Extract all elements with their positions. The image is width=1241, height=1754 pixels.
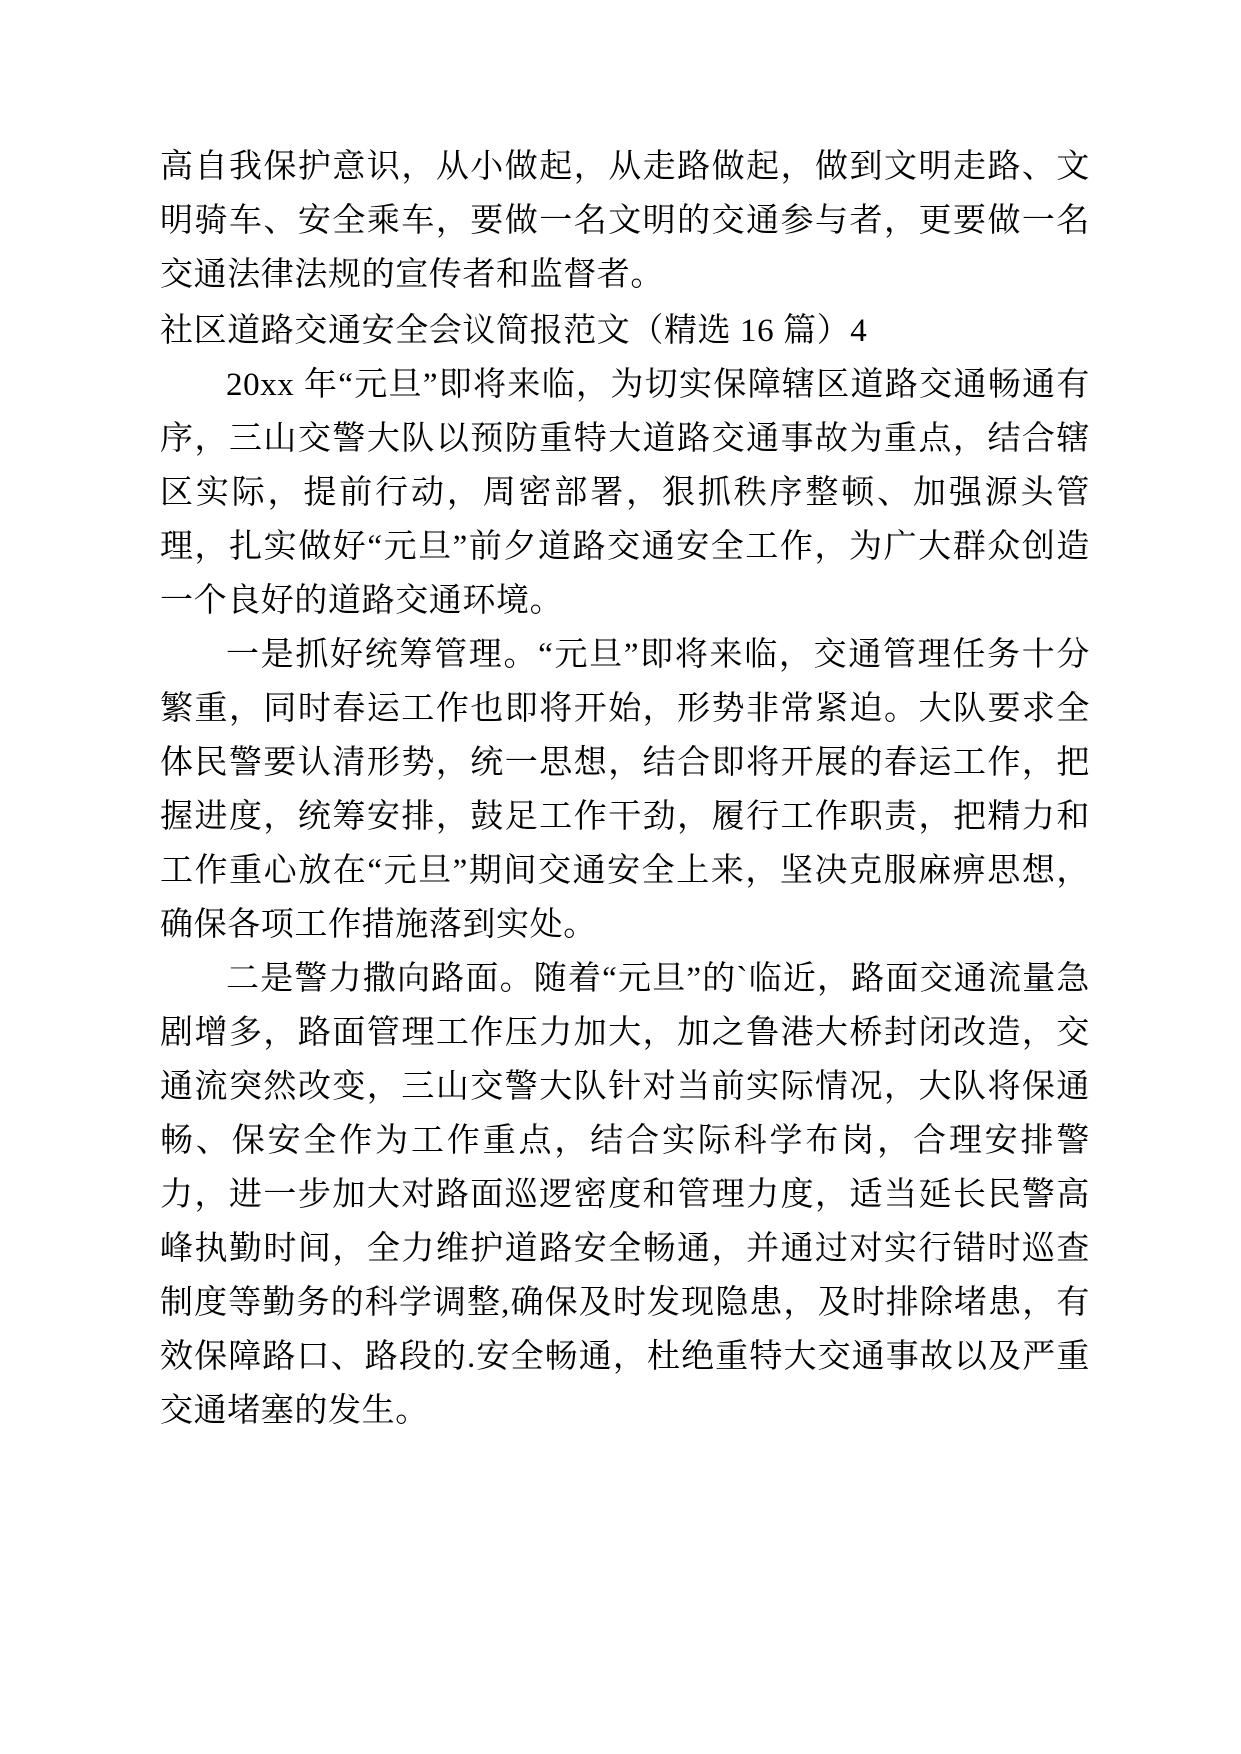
paragraph-2: 一是抓好统筹管理。“元旦”即将来临，交通管理任务十分繁重，同时春运工作也即将开始，形势非常紧迫。大队要求全体民警要认清形势，统一思想，结合即将开展的春运工作，把握进度，统筹安排，鼓足工作干劲，履行工作职责，把精力和工作重心放在“元旦”期间交通安全上来，坚决克服麻痹思想，确保各项工作措施落到实处。 <box>160 637 1090 943</box>
section-heading: 社区道路交通安全会议简报范文（精选 16 篇）4 <box>160 313 868 349</box>
paragraph-3: 二是警力撒向路面。随着“元旦”的`临近，路面交通流量急剧增多，路面管理工作压力加大，加之鲁港大桥封闭改造，交通流突然改变，三山交警大队针对当前实际情况，大队将保通畅、保安全作为工作重点，结合实际科学布岗，合理安排警力，进一步加大对路面巡逻密度和管理力度，适当延长民警高峰执勤时间，全力维护道路安全畅通，并通过对实行错时巡查制度等勤务的科学调整,确保及时发现隐患，及时排除堵患，有效保障路口、路段的.安全畅通，杜绝重特大交通事故以及严重交通堵塞的发生。 <box>160 961 1090 1429</box>
paragraph-continued: 高自我保护意识，从小做起，从走路做起，做到文明走路、文明骑车、安全乘车，要做一名文明的交通参与者，更要做一名交通法律法规的宣传者和监督者。 <box>160 149 1090 293</box>
document-body <box>160 140 1090 1438</box>
paragraph-1: 20xx 年“元旦”即将来临，为切实保障辖区道路交通畅通有序，三山交警大队以预防重特大道路交通事故为重点，结合辖区实际，提前行动，周密部署，狠抓秩序整顿、加强源头管理，扎实做好“元旦”前夕道路交通安全工作，为广大群众创造一个良好的道路交通环境。 <box>160 367 1090 619</box>
